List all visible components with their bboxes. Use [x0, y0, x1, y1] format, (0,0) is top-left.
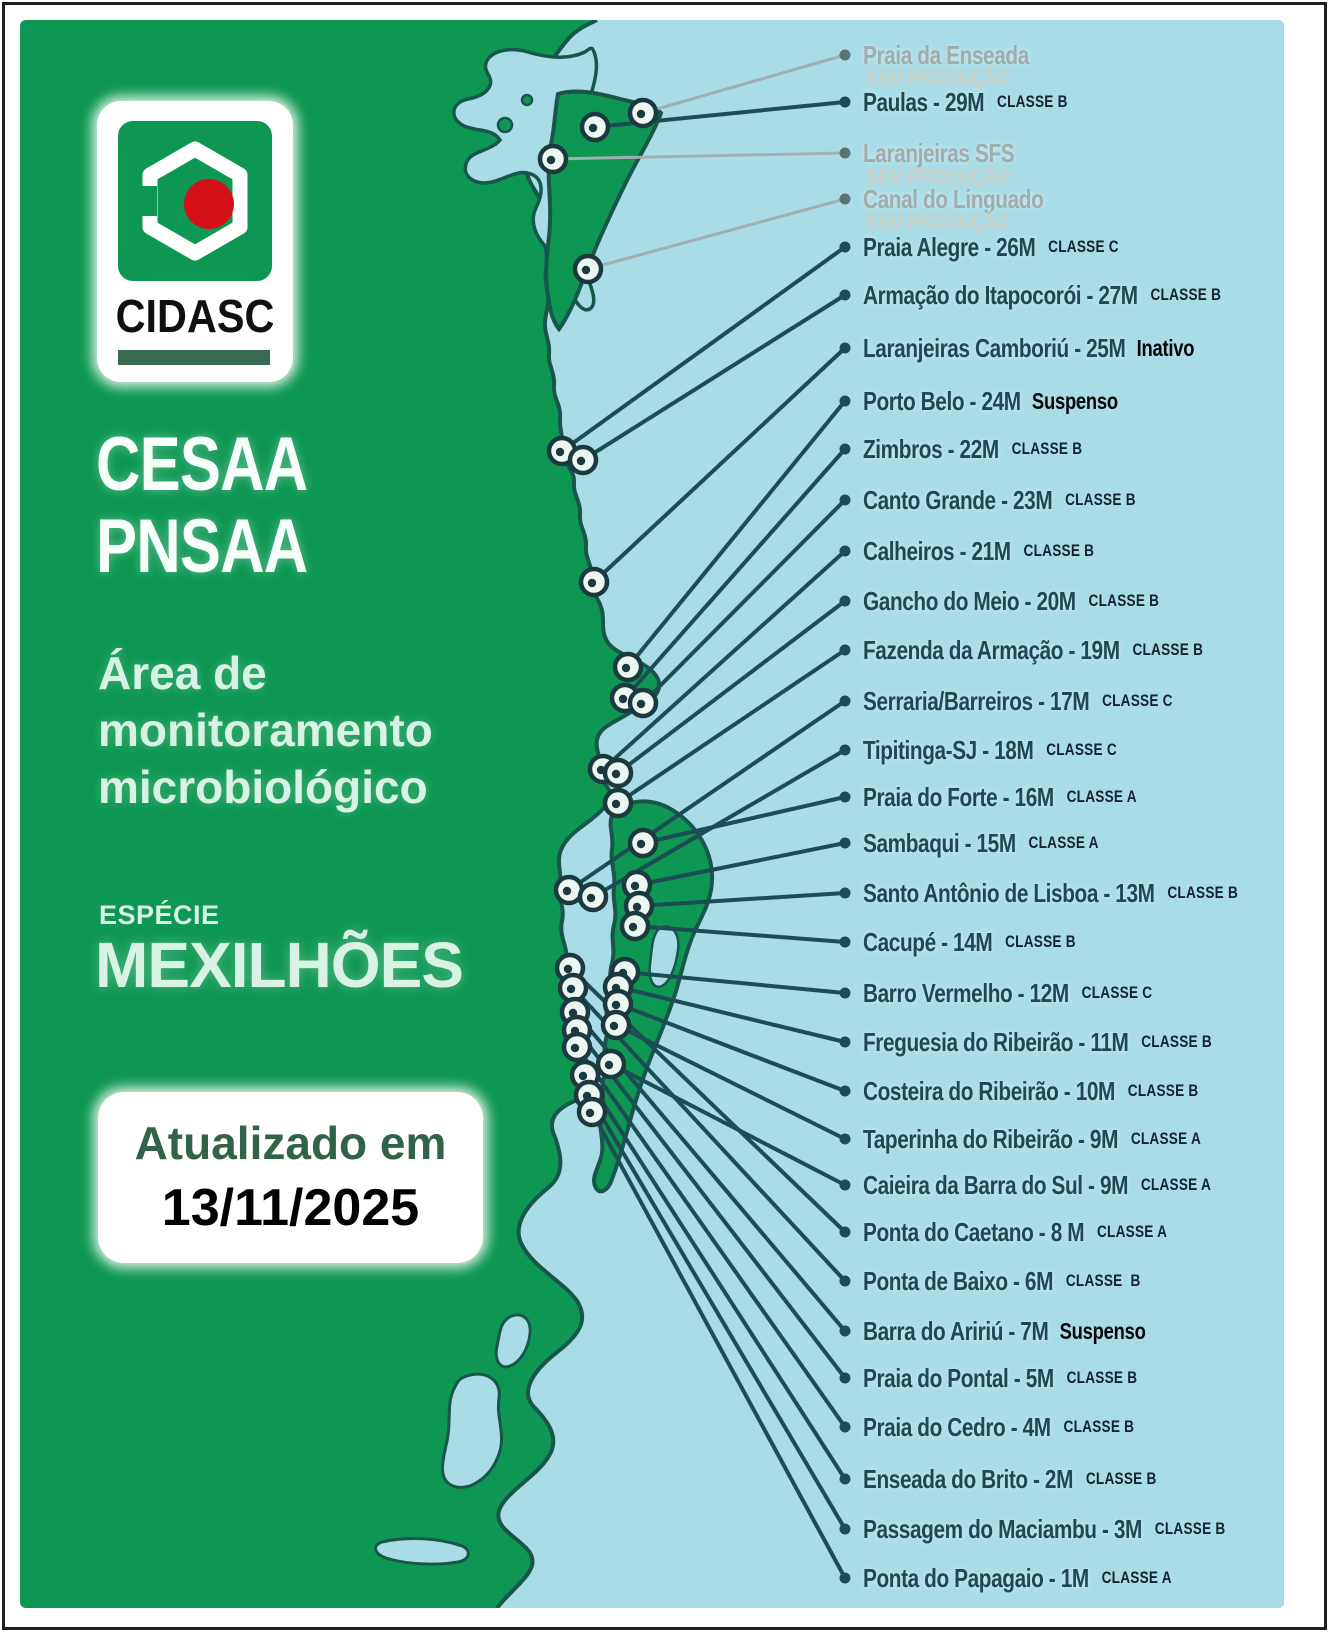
- station-marker-icon: [598, 1051, 624, 1077]
- label-bullet: [840, 1373, 851, 1384]
- station-marker-icon: [605, 760, 631, 786]
- label-bullet: [840, 97, 851, 108]
- label-bullet: [840, 290, 851, 301]
- updated-box: [98, 1092, 483, 1263]
- label-bullet: [840, 1276, 851, 1287]
- label-bullet: [840, 1227, 851, 1238]
- station-label: Passagem do Maciambu - 3M: [863, 1513, 1142, 1544]
- station-label: Serraria/Barreiros - 17M: [863, 685, 1090, 716]
- station-label: Caieira da Barra do Sul - 9M: [863, 1169, 1129, 1200]
- subtitle-line: microbiológico: [98, 761, 428, 813]
- station-production-note: SEM PRODUÇÃO: [866, 211, 1011, 234]
- station-label: Laranjeiras SFS: [863, 137, 1015, 168]
- logo-wordmark: CIDASC: [115, 290, 275, 342]
- label-bullet: [840, 1326, 851, 1337]
- station-label: Praia do Cedro - 4M: [863, 1411, 1051, 1442]
- station-marker-icon: [582, 114, 608, 140]
- station-class-badge: CLASSE B: [1065, 1271, 1141, 1290]
- label-bullet: [840, 444, 851, 455]
- station-marker-icon: [570, 447, 596, 473]
- station-marker-icon: [615, 654, 641, 680]
- species-value: MEXILHÕES: [95, 929, 463, 1001]
- station-class-badge: CLASSE B: [1023, 541, 1095, 560]
- station-status-badge: Inativo: [1136, 334, 1195, 361]
- station-marker-icon: [630, 830, 656, 856]
- station-class-badge: CLASSE B: [1154, 1519, 1226, 1538]
- label-bullet: [840, 596, 851, 607]
- label-bullet: [840, 1037, 851, 1048]
- station-class-badge: CLASSE B: [1065, 490, 1136, 509]
- station-marker-icon: [580, 884, 606, 910]
- label-bullet: [840, 745, 851, 756]
- station-label: Porto Belo - 24M: [863, 385, 1021, 416]
- station-class-badge: CLASSE C: [1048, 237, 1119, 256]
- station-class-badge: CLASSE A: [1140, 1175, 1212, 1194]
- updated-label: Atualizado em: [134, 1117, 447, 1169]
- station-class-badge: CLASSE B: [1141, 1032, 1212, 1051]
- station-label: Fazenda da Armação - 19M: [863, 634, 1120, 665]
- program-line1: CESAA: [96, 422, 308, 507]
- station-class-badge: CLASSE B: [1088, 591, 1160, 610]
- label-bullet: [840, 988, 851, 999]
- station-class-badge: CLASSE C: [1046, 740, 1117, 759]
- label-bullet: [840, 1134, 851, 1145]
- updated-date: 13/11/2025: [161, 1179, 420, 1237]
- label-bullet: [840, 888, 851, 899]
- station-label: Calheiros - 21M: [863, 535, 1011, 566]
- station-label: Canal do Linguado: [863, 183, 1044, 214]
- station-label: Praia do Forte - 16M: [863, 781, 1054, 812]
- station-label: Barra do Aririú - 7M: [863, 1315, 1049, 1346]
- label-bullet: [840, 696, 851, 707]
- station-label: Enseada do Brito - 2M: [863, 1463, 1074, 1494]
- station-label: Freguesia do Ribeirão - 11M: [863, 1026, 1129, 1057]
- station-class-badge: CLASSE C: [1102, 691, 1173, 710]
- station-marker-icon: [622, 913, 648, 939]
- station-class-badge: CLASSE B: [1132, 640, 1204, 659]
- station-label: Gancho do Meio - 20M: [863, 585, 1076, 616]
- station-label: Praia do Pontal - 5M: [863, 1362, 1054, 1393]
- label-bullet: [840, 1086, 851, 1097]
- station-class-badge: CLASSE A: [1096, 1222, 1168, 1241]
- station-class-badge: CLASSE C: [1081, 983, 1153, 1002]
- station-status-badge: Suspenso: [1059, 1317, 1146, 1344]
- label-bullet: [840, 792, 851, 803]
- label-bullet: [840, 242, 851, 253]
- station-label: Praia Alegre - 26M: [863, 231, 1036, 262]
- station-class-badge: CLASSE A: [1028, 833, 1099, 852]
- label-bullet: [840, 1422, 851, 1433]
- station-label: Santo Antônio de Lisboa - 13M: [863, 877, 1155, 908]
- station-status-badge: Suspenso: [1031, 387, 1118, 414]
- station-label: Canto Grande - 23M: [863, 484, 1053, 515]
- station-label: Tipitinga-SJ - 18M: [863, 734, 1034, 765]
- logo-underline-bar: [118, 350, 270, 365]
- station-class-badge: CLASSE B: [1011, 439, 1083, 458]
- station-marker-icon: [540, 146, 566, 172]
- bay-islet: [498, 118, 512, 132]
- station-class-badge: CLASSE A: [1130, 1129, 1202, 1148]
- label-bullet: [840, 1524, 851, 1535]
- station-label: Laranjeiras Camboriú - 25M: [863, 332, 1126, 363]
- station-label: Ponta do Papagaio - 1M: [863, 1562, 1089, 1593]
- label-bullet: [840, 343, 851, 354]
- label-bullet: [840, 937, 851, 948]
- poster-subtitle: [98, 645, 433, 816]
- label-bullet: [840, 838, 851, 849]
- subtitle-line: monitoramento: [98, 704, 433, 756]
- program-title: [96, 424, 307, 588]
- station-class-badge: CLASSE B: [1127, 1081, 1199, 1100]
- station-production-note: SEM PRODUÇÃO: [866, 67, 1011, 90]
- station-class-badge: CLASSE B: [1167, 883, 1239, 902]
- station-label: Cacupé - 14M: [863, 926, 993, 957]
- station-marker-icon: [630, 690, 656, 716]
- station-marker-icon: [564, 1034, 590, 1060]
- label-bullet: [840, 396, 851, 407]
- station-marker-icon: [603, 1012, 629, 1038]
- label-bullet: [840, 645, 851, 656]
- station-class-badge: CLASSE B: [1150, 285, 1222, 304]
- station-label: Praia da Enseada: [863, 39, 1029, 70]
- station-production-note: SEM PRODUÇÃO: [866, 165, 1011, 188]
- label-bullet: [840, 1180, 851, 1191]
- cidasc-logo: [97, 101, 293, 382]
- station-marker-icon: [579, 1099, 605, 1125]
- station-label: Zimbros - 22M: [863, 433, 999, 464]
- label-bullet: [840, 495, 851, 506]
- label-bullet: [840, 1474, 851, 1485]
- label-bullet: [840, 194, 851, 205]
- station-marker-icon: [605, 790, 631, 816]
- station-label: Ponta de Baixo - 6M: [863, 1265, 1054, 1296]
- station-marker-icon: [581, 569, 607, 595]
- station-class-badge: CLASSE B: [1085, 1469, 1157, 1488]
- subtitle-line: Área de: [98, 647, 267, 699]
- species-label: ESPÉCIE: [99, 900, 220, 930]
- station-label: Costeira do Ribeirão - 10M: [863, 1075, 1115, 1106]
- label-bullet: [840, 148, 851, 159]
- station-class-badge: CLASSE A: [1101, 1568, 1172, 1587]
- station-label: Ponta do Caetano - 8 M: [863, 1216, 1085, 1247]
- station-class-badge: CLASSE B: [1066, 1368, 1138, 1387]
- station-marker-icon: [575, 256, 601, 282]
- station-label: Taperinha do Ribeirão - 9M: [863, 1123, 1119, 1154]
- station-class-badge: CLASSE A: [1066, 787, 1137, 806]
- station-class-badge: CLASSE B: [1005, 932, 1076, 951]
- station-class-badge: CLASSE B: [997, 92, 1068, 111]
- station-label: Barro Vermelho - 12M: [863, 977, 1069, 1008]
- label-bullet: [840, 1573, 851, 1584]
- station-marker-icon: [630, 100, 656, 126]
- south-lagoon: [376, 1539, 469, 1565]
- station-label: Paulas - 29M: [863, 86, 985, 117]
- label-bullet: [840, 546, 851, 557]
- station-class-badge: CLASSE B: [1063, 1417, 1135, 1436]
- bay-islet: [522, 95, 532, 105]
- station-label: Sambaqui - 15M: [863, 827, 1016, 858]
- program-line2: PNSAA: [96, 504, 308, 589]
- label-bullet: [840, 50, 851, 61]
- station-label: Armação do Itapocorói - 27M: [863, 279, 1138, 310]
